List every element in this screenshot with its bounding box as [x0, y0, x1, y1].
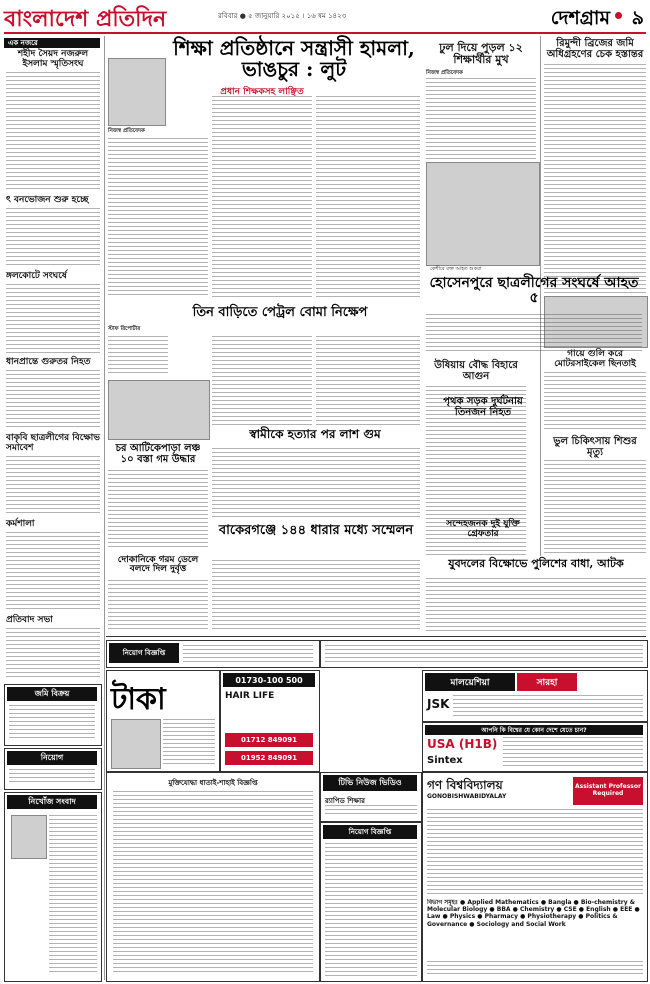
notice-ad-body	[183, 645, 313, 663]
bottom-notice-body	[325, 843, 417, 977]
gono-ad-title-en: GONOBISHWABIDYALAY	[427, 793, 507, 800]
page-number: ৯	[631, 7, 644, 29]
bottom-notice	[320, 822, 422, 982]
lead-pullquote: প্রধান শিক্ষকসহ লাঞ্ছিত	[220, 87, 304, 97]
tv-news-ad-title: টিভি নিউজ ভিডিও	[323, 775, 417, 791]
ad-box	[4, 748, 102, 790]
lead-body	[212, 96, 312, 298]
left-column-header: এক নজরে	[4, 38, 100, 48]
story12-body	[426, 578, 646, 632]
right-item2-body	[544, 372, 646, 432]
hair-ad	[220, 670, 320, 772]
column-divider	[104, 36, 105, 980]
left-item-body	[6, 456, 100, 516]
right-headline: রিমুন্দী ব্রিজের জমি অধিগ্রহণের চেক হস্তান্তর	[546, 38, 644, 60]
sarha-ad-title: সারহা	[517, 673, 577, 691]
story3-headline: চর আটিকেপাড়া লঞ্চ ১০ বস্তা গম উদ্ধার	[115, 443, 201, 465]
story5-body	[108, 580, 208, 630]
story2-body	[316, 336, 420, 426]
right-item3-headline: ভুল চিকিৎসায় শিশুর মৃত্যু	[553, 436, 637, 458]
lead-byline: নিজস্ব প্রতিবেদক	[108, 128, 145, 134]
masthead-title: বাংলাদেশ প্রতিদিন	[4, 6, 167, 32]
ad-land-title: জমি বিক্রয়	[7, 687, 97, 701]
gono-ad-body	[427, 809, 643, 895]
freedom-fighter-notice	[106, 772, 320, 982]
story3-body	[108, 470, 208, 550]
left-item-headline: ৎ বনভোজন শুরু হচ্ছে	[6, 195, 89, 205]
hair-ad-title: HAIR LIFE	[225, 691, 275, 701]
tv-news-ad-body	[325, 805, 417, 817]
lead-body	[108, 138, 208, 298]
left-item-body	[6, 284, 100, 354]
story6-body	[212, 560, 420, 630]
ad-job-title: নিয়োগ	[7, 751, 97, 765]
taka-ad-body	[163, 719, 215, 767]
left-item-headline: প্রতিবাদ সভা	[6, 615, 53, 625]
right-item2-headline: গায়ে গুলি করে মোটরসাইকেল ছিনতাই	[554, 349, 636, 369]
left-item-body	[6, 532, 100, 612]
left-item-body	[6, 628, 100, 678]
left-item-headline: কর্মশালা	[6, 519, 35, 529]
usa-ad	[422, 722, 648, 772]
story8-caption: কেশীরে রক্ত আহত শুকরা	[430, 266, 482, 272]
notice-ad	[106, 640, 320, 668]
hair-ad-phone1: 01712 849091	[225, 733, 313, 747]
missing-person-photo	[11, 815, 47, 859]
hair-ad-phone-top: 01730-100 500	[223, 673, 315, 687]
missing-notice-body	[49, 815, 97, 975]
taka-ad-title: টাকা	[111, 682, 166, 717]
story-block	[426, 558, 646, 634]
story12-headline: যুবদলের বিক্ষোভে পুলিশের বাধা, আটক	[448, 557, 624, 570]
missing-notice-title: নিখোঁজ সংবাদ	[7, 795, 97, 809]
story8-headline: হোসেনপুরে ছাত্রলীগের সংঘর্ষে আহত ৫	[429, 275, 639, 306]
masthead-date: রবিবার ● ৫ জানুয়ারি ২০১৫ । ১৬ ষম ১৪২৩	[218, 12, 347, 20]
gono-university-ad	[422, 772, 648, 982]
gono-ad-subjects: বিভাগ সমূহঃ ● Applied Mathematics ● Bangla ● Bio-chemistry & Molecular Biology ● BBA ● Chemistry ● CSE ● English ● EEE ● Law ● Physics ● Pharmacy ● Physiotherapy ● Politics & Governance ● Sociology and Social Work	[427, 899, 640, 928]
left-item-headline: শহীদ সৈয়দ নজরুল ইসলাম স্মৃতিসংঘ	[17, 49, 89, 69]
story4-body	[212, 448, 420, 518]
malaysia-ad	[422, 670, 648, 722]
tv-news-ad-sub: র‍্যাপিড শিক্ষার	[325, 797, 365, 805]
lead-body	[316, 96, 420, 298]
missing-notice	[4, 792, 102, 982]
story7-body	[426, 78, 536, 160]
left-item-body	[6, 72, 100, 192]
story11-headline: সন্দেহজনক দুই যুক্তি গ্রেফতার	[446, 519, 520, 539]
malaysia-ad-title: মালয়েশিয়া	[425, 673, 515, 691]
ad-body	[9, 705, 95, 741]
gono-ad-title: গণ বিশ্ববিদ্যালয়	[427, 778, 503, 792]
story6-headline: বাকেরগঞ্জে ১৪৪ ধারার মধ্যে সম্মেলন	[218, 523, 414, 538]
tv-news-ad	[320, 772, 422, 822]
top-rule	[4, 32, 646, 34]
story5-headline: দোকানিকে গরম ডেলে বলদে দিল দুর্বৃত্ত	[117, 555, 199, 575]
story2-body	[212, 336, 312, 426]
usa-ad-title: USA (H1B)	[427, 737, 498, 751]
story2-headline: তিন বাড়িতে পেট্রল বোমা নিক্ষেপ	[192, 305, 368, 320]
masthead	[0, 0, 650, 34]
story7-byline: নিজস্ব প্রতিবেদক	[426, 70, 463, 76]
story9-headline: উষিয়ায় বৌদ্ধ বিহারে আগুন	[434, 360, 518, 382]
story8-body	[426, 314, 642, 354]
page-dot-icon	[615, 12, 622, 19]
abroad-ad-title: আপনি কি বিশ্বের যে কোন দেশে যেতে চান?	[425, 725, 643, 735]
story2-byline: স্টাফ রিপোর্টার	[108, 326, 141, 332]
story2-body	[108, 336, 168, 376]
notice-ad-body	[325, 645, 643, 663]
ad-section-rule	[106, 636, 646, 637]
bottom-notice-title: নিয়োগ বিজ্ঞপ্তি	[323, 825, 417, 839]
left-item-headline: ধানপ্রান্তে গুরুতর নিহত	[6, 357, 91, 367]
notice-ad-title: নিয়োগ বিজ্ঞপ্তি	[109, 643, 179, 663]
story3-photo	[108, 380, 210, 440]
ad-body	[9, 769, 95, 785]
sintex-ad-title: Sintex	[427, 755, 463, 766]
story8-photo	[426, 162, 540, 266]
lead-side-photo	[108, 58, 166, 126]
left-item-headline: বাকৃবি ছাত্রলীগের বিক্ষোভ সমাবেশ	[6, 433, 100, 453]
left-item-body	[6, 208, 100, 268]
freedom-fighter-notice-title: মুক্তিযোদ্ধা ধাতাই-শাহাই বিজ্ঞপ্তি	[168, 779, 258, 787]
malaysia-ad-body	[453, 695, 643, 717]
right-item3-body	[544, 460, 646, 556]
taka-ad-photo	[111, 719, 161, 769]
notice-ad-2	[320, 640, 648, 668]
right-body	[544, 64, 646, 294]
left-item-body	[6, 370, 100, 430]
lead-headline: শিক্ষা প্রতিষ্ঠানে সন্ত্রাসী হামলা, ভাঙচুর : লুট	[173, 36, 415, 81]
hair-ad-phone2: 01952 849091	[225, 751, 313, 765]
left-item-headline: ঙ্গলকোটে সংঘর্ষে	[6, 271, 67, 281]
section-title: দেশগ্রাম	[550, 7, 610, 29]
story10-headline: পৃথক সড়ক দুর্ঘটনায় তিনজন নিহত	[443, 396, 523, 418]
freedom-fighter-notice-body	[113, 791, 313, 975]
usa-ad-body	[503, 737, 643, 767]
jsk-ad-title: JSK	[427, 697, 450, 711]
assistant-professor-badge: Assistant Professor Required	[573, 777, 643, 805]
gono-ad-footer	[427, 961, 643, 977]
story4-headline: স্বামীকে হত্যার পর লাশ গুম	[249, 427, 381, 441]
taka-ad	[106, 670, 220, 772]
story7-headline: ঢুল দিয়ে পুড়ল ১২ শিক্ষার্থীর মুখ	[439, 41, 523, 67]
ad-box	[4, 684, 102, 746]
